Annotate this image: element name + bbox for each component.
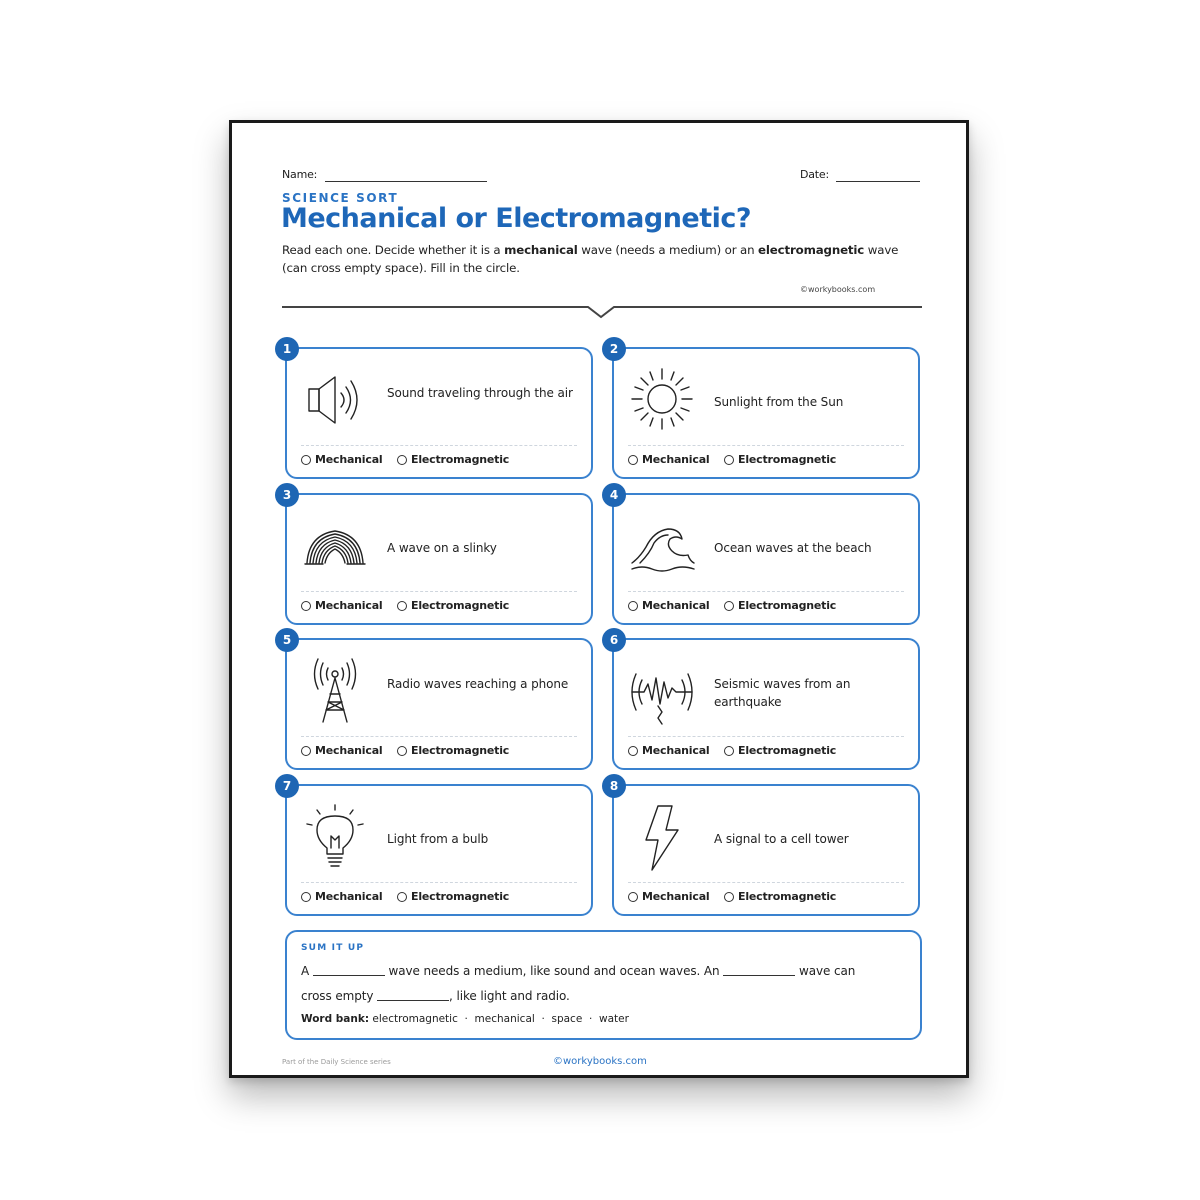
option-mechanical[interactable]: Mechanical [301,744,383,757]
card-divider [301,736,577,737]
radio-circle[interactable] [397,746,407,756]
eyebrow-label: SCIENCE SORT [282,191,399,205]
card-divider [628,882,904,883]
question-text: Ocean waves at the beach [714,541,872,555]
radio-circle[interactable] [301,746,311,756]
radio-tower-icon [301,658,371,726]
question-card-1 [282,342,593,479]
sum-heading: SUM IT UP [301,943,365,953]
option-mechanical[interactable]: Mechanical [628,890,710,903]
question-number: 6 [602,628,626,652]
question-card-4 [609,488,920,625]
option-electromagnetic[interactable]: Electromagnetic [724,599,836,612]
option-electromagnetic[interactable]: Electromagnetic [397,890,509,903]
question-card-6 [609,633,920,770]
radio-circle[interactable] [628,746,638,756]
ocean-wave-icon [628,513,698,581]
speaker-icon [301,367,371,435]
question-card-7 [282,779,593,916]
radio-circle[interactable] [397,601,407,611]
option-mechanical[interactable]: Mechanical [301,453,383,466]
option-mechanical[interactable]: Mechanical [301,890,383,903]
radio-circle[interactable] [301,601,311,611]
sun-icon [628,367,698,435]
card-divider [628,736,904,737]
blank-2[interactable] [723,963,795,976]
worksheet-page [229,120,969,1078]
option-mechanical[interactable]: Mechanical [301,599,383,612]
name-field[interactable] [325,169,487,182]
option-electromagnetic[interactable]: Electromagnetic [397,599,509,612]
question-card-5 [282,633,593,770]
radio-circle[interactable] [724,455,734,465]
question-number: 2 [602,337,626,361]
question-text: Sound traveling through the air [387,386,573,400]
word-bank: Word bank: electromagnetic · mechanical · space · water [301,1013,629,1025]
blank-3[interactable] [377,988,449,1001]
question-text: Radio waves reaching a phone [387,677,569,691]
blank-1[interactable] [313,963,385,976]
question-text: A signal to a cell tower [714,832,849,846]
card-divider [301,591,577,592]
card-divider [628,591,904,592]
radio-circle[interactable] [628,892,638,902]
radio-circle[interactable] [724,601,734,611]
radio-circle[interactable] [724,746,734,756]
question-card-8 [609,779,920,916]
question-number: 5 [275,628,299,652]
question-number: 4 [602,483,626,507]
option-electromagnetic[interactable]: Electromagnetic [397,453,509,466]
option-mechanical[interactable]: Mechanical [628,744,710,757]
instructions: Read each one. Decide whether it is a mechanical wave (needs a medium) or an electromagnetic wave (can cross empty space). Fill in the circle. [282,243,899,275]
radio-circle[interactable] [397,892,407,902]
credit-text: ©workybooks.com [800,285,876,294]
radio-circle[interactable] [397,455,407,465]
card-divider [301,445,577,446]
page-title: Mechanical or Electromagnetic? [281,203,752,234]
option-electromagnetic[interactable]: Electromagnetic [397,744,509,757]
radio-circle[interactable] [724,892,734,902]
question-text: Sunlight from the Sun [714,395,844,409]
sum-sentence: A wave needs a medium, like sound and ocean waves. An wave can cross empty , like light and radio. [301,964,856,1003]
option-mechanical[interactable]: Mechanical [628,599,710,612]
option-mechanical[interactable]: Mechanical [628,453,710,466]
question-number: 7 [275,774,299,798]
option-electromagnetic[interactable]: Electromagnetic [724,744,836,757]
question-card-3 [282,488,593,625]
header-divider [282,301,922,321]
question-number: 3 [275,483,299,507]
radio-circle[interactable] [301,455,311,465]
footer-site-link[interactable]: ©workybooks.com [553,1056,647,1067]
card-divider [301,882,577,883]
question-number: 8 [602,774,626,798]
radio-circle[interactable] [301,892,311,902]
option-electromagnetic[interactable]: Electromagnetic [724,890,836,903]
footer-series: Part of the Daily Science series [282,1058,391,1066]
name-label: Name: [282,168,318,181]
sum-it-up-box [285,930,922,1040]
question-number: 1 [275,337,299,361]
question-text: A wave on a slinky [387,541,497,555]
slinky-icon [301,513,371,581]
question-text: Seismic waves from an earthquake [714,677,851,709]
radio-circle[interactable] [628,601,638,611]
light-bulb-icon [301,804,371,872]
date-label: Date: [800,168,829,181]
date-field[interactable] [836,169,920,182]
option-electromagnetic[interactable]: Electromagnetic [724,453,836,466]
lightning-icon [628,804,698,872]
radio-circle[interactable] [628,455,638,465]
question-card-2 [609,342,920,479]
earthquake-icon [628,658,698,726]
card-divider [628,445,904,446]
question-text: Light from a bulb [387,832,489,846]
